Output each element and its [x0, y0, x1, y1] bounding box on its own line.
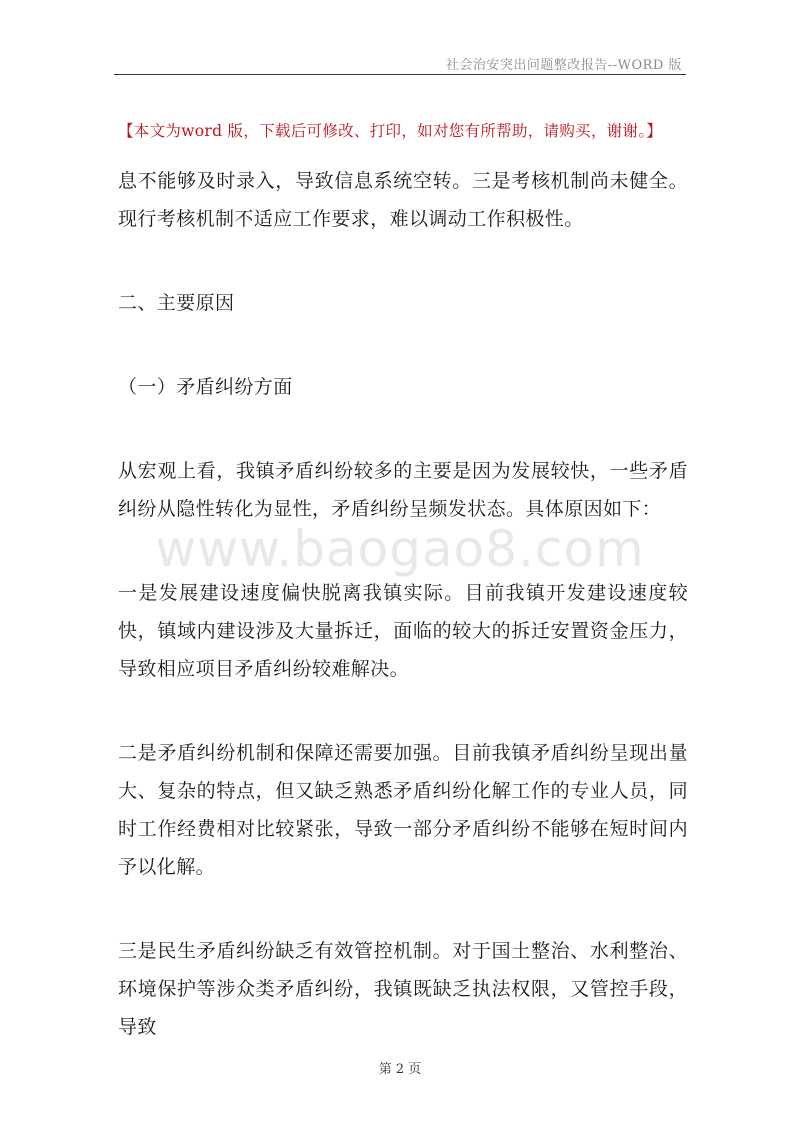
paragraph-continuation: 息不能够及时录入，导致信息系统空转。三是考核机制尚未健全。现行考核机制不适应工作要求，难以调动工作积极性。: [118, 170, 688, 230]
subsection-heading-disputes: （一）矛盾纠纷方面: [118, 376, 293, 398]
page-number: 第 2 页: [378, 1062, 422, 1077]
paragraph-cause-one: 一是发展建设速度偏快脱离我镇实际。目前我镇开发建设速度较快，镇域内建设涉及大量拆迁，面临的较大的拆迁安置资金压力，导致相应项目矛盾纠纷较难解决。: [118, 582, 688, 680]
paragraph-cause-two: 二是矛盾纠纷机制和保障还需要加强。目前我镇矛盾纠纷呈现出量大、复杂的特点，但又缺乏熟悉矛盾纠纷化解工作的专业人员，同时工作经费相对比较紧张，导致一部分矛盾纠纷不能够在短时间内予以化解。: [118, 742, 688, 878]
paragraph-macro-view: 从宏观上看，我镇矛盾纠纷较多的主要是因为发展较快，一些矛盾纠纷从隐性转化为显性，矛盾纠纷呈频发状态。具体原因如下：: [118, 460, 688, 520]
document-body: [118, 162, 688, 1046]
section-heading-main-causes: 二、主要原因: [118, 292, 235, 314]
header-divider: [114, 74, 686, 75]
document-header-title: 社会治安突出问题整改报告--WORD 版: [445, 58, 682, 73]
download-notice: 【本文为word 版，下载后可修改、打印，如对您有所帮助，请购买，谢谢。】: [118, 122, 663, 140]
watermark-text: www.baogao8.com: [155, 520, 645, 578]
paragraph-cause-three: 三是民生矛盾纠纷缺乏有效管控机制。对于国土整治、水利整治、环境保护等涉众类矛盾纠纷，我镇既缺乏执法权限，又管控手段，导致: [118, 940, 688, 1038]
